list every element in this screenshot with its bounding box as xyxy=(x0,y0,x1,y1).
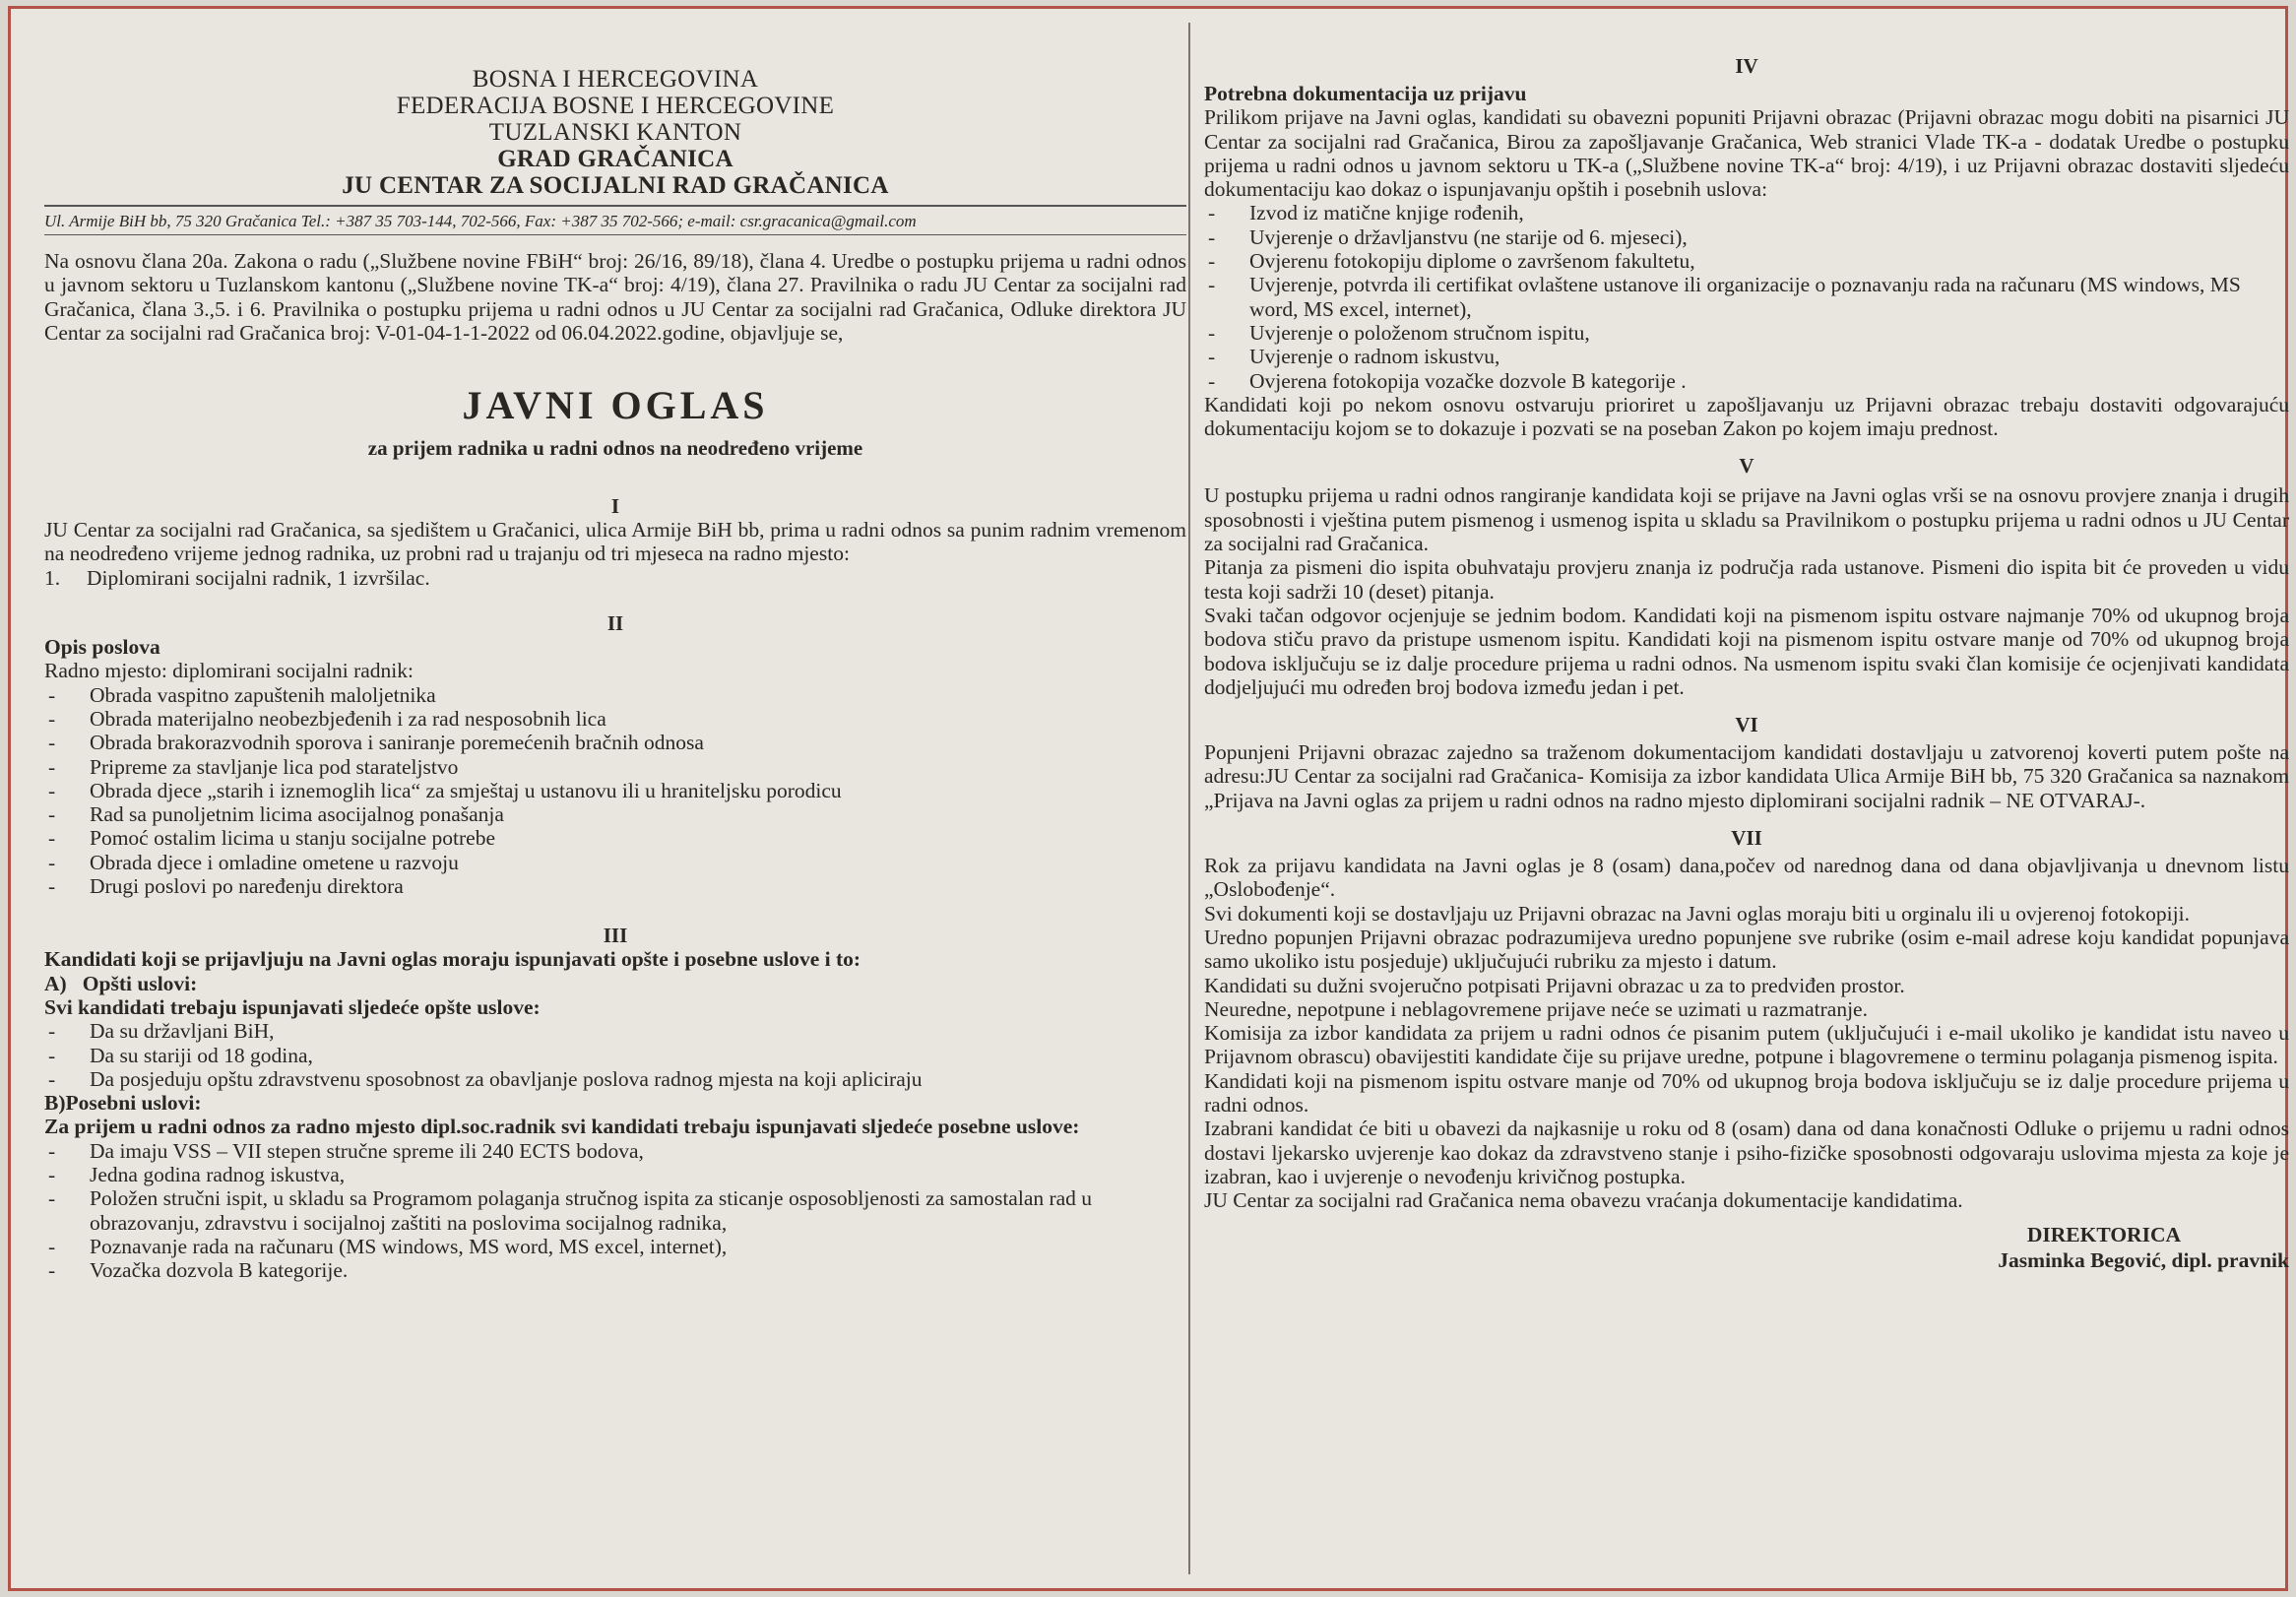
section-4-priority-note: Kandidati koji po nekom osnovu ostvaruju prioriret u zapošljavanju uz Prijavni obrazac trebaju dostaviti odgovarajuću dokumentaciju kojom se to dokazuje i pozvati se na poseban Zakon po kojem imaju prednost. xyxy=(1204,392,2289,441)
header-line-city: GRAD GRAČANICA xyxy=(497,146,733,172)
section-4-heading: Potrebna dokumentacija uz prijavu xyxy=(1204,82,1527,105)
general-conditions-list xyxy=(44,1019,1186,1091)
list-item: - Poznavanje rada na računaru (MS windows, MS word, MS excel, internet), xyxy=(44,1235,1186,1258)
section-6-number: VI xyxy=(1735,713,1758,737)
right-column xyxy=(1204,9,2289,1588)
list-item: - Obrada djece „starih i iznemoglih lica“ za smještaj u ustanovu ili u hraniteljsku porodicu xyxy=(44,779,1186,802)
header-line-canton: TUZLANSKI KANTON xyxy=(488,119,742,146)
general-conditions-label: A) Opšti uslovi: xyxy=(44,971,198,995)
column-divider xyxy=(1188,23,1190,1574)
institution-header xyxy=(44,66,1186,199)
section-7-paragraph: Uredno popunjen Prijavni obrazac podrazumijeva uredno popunjene sve rubrike (osim e-mail adrese koju kandidat popunjava samo ukoliko istu posjeduje) uključujući rubriku za mjesto i datum. xyxy=(1204,925,2289,974)
section-6-text: Popunjeni Prijavni obrazac zajedno sa traženom dokumentacijom kandidati dostavljaju u zatvorenoj koverti putem pošte na adresu:JU Centar za socijalni rad Gračanica- Komisija za izbor kandidata Ulica Armije BiH bb, 75 320 Gračanica sa naznakom „Prijava na Javni oglas za prijem u radni odnos na radno mjesto diplomirani socijalni radnik – NE OTVARAJ-. xyxy=(1204,740,2289,812)
section-2-number: II xyxy=(606,611,624,636)
general-conditions-intro: Svi kandidati trebaju ispunjavati sljedeće opšte uslove: xyxy=(44,994,541,1019)
section-7-paragraph: JU Centar za socijalni rad Gračanica nema obavezu vraćanja dokumentacije kandidatima. xyxy=(1204,1188,1963,1213)
list-item: - Obrada vaspitno zapuštenih maloljetnika xyxy=(44,683,1186,707)
list-item: - Položen stručni ispit, u skladu sa Programom polaganja stručnog ispita za sticanje osposobljenosti za samostalan rad u obrazovanju, zdravstvu i socijalnoj zaštiti na poslovima socijalnog radnika, xyxy=(44,1186,1186,1235)
special-conditions-intro: Za prijem u radni odnos za radno mjesto dipl.soc.radnik svi kandidati trebaju ispunjavati sljedeće posebne uslove: xyxy=(44,1115,1080,1139)
section-7-paragraph: Komisija za izbor kandidata za prijem u radni odnos će pisanim putem (uključujući i e-mail ukoliko je kandidat istu naveo u Prijavnom obrascu) obavijestiti kandidate čije su prijave uredne, potpune i blagovremene o terminu polaganja pismenog ispita. xyxy=(1204,1021,2289,1069)
section-1-text: JU Centar za socijalni rad Gračanica, sa sjedištem u Gračanici, ulica Armije BiH bb, prima u radni odnos sa punim radnim vremenom na neodređeno vrijeme jednog radnika, uz probni rad u trajanju od tri mjeseca na radno mjesto: xyxy=(44,518,1186,566)
signature-block xyxy=(1204,1222,2289,1273)
list-item: - Uvjerenje o državljanstvu (ne starije od 6. mjeseci), xyxy=(1204,225,2289,249)
list-item: - Obrada brakorazvodnih sporova i saniranje poremećenih bračnih odnosa xyxy=(44,731,1186,754)
section-3-number: III xyxy=(603,924,628,948)
list-item: - Uvjerenje o radnom iskustvu, xyxy=(1204,345,2289,368)
section-7-paragraph: Svi dokumenti koji se dostavljaju uz Prijavni obrazac na Javni oglas moraju biti u orginalu ili u ovjerenoj fotokopiji. xyxy=(1204,901,2190,926)
section-7-paragraph: Rok za prijavu kandidata na Javni oglas je 8 (osam) dana,počev od narednog dana od dana objavljivanja u dnevnom listu „Oslobođenje“. xyxy=(1204,854,2289,902)
address-rule xyxy=(44,234,1186,235)
header-line-institution: JU CENTAR ZA SOCIJALNI RAD GRAČANICA xyxy=(342,172,889,199)
list-item: - Rad sa punoljetnim licima asocijalnog ponašanja xyxy=(44,802,1186,826)
section-5-number: V xyxy=(1739,454,1754,479)
section-7-paragraph: Izabrani kandidat će biti u obavezi da najkasnije u roku od 8 (osam) dana od dana konačnosti Odluke o prijemu u radni odnos dostavi ljekarsko uvjerenje kao dokaz da zdravstveno stanje i psiho-fizičke sposobnosti odgovaraju uslovima mjesta za koje je izabran, kao i uvjerenje o nevođenju krivičnog postupka. xyxy=(1204,1117,2289,1188)
list-item: - Da imaju VSS – VII stepen stručne spreme ili 240 ECTS bodova, xyxy=(44,1139,1186,1163)
header-line-country: BOSNA I HERCEGOVINA xyxy=(472,66,759,93)
section-4-number: IV xyxy=(1735,54,1758,78)
section-5-text-2: Pitanja za pismeni dio ispita obuhvataju provjeru znanja iz područja rada ustanove. Pismeni dio ispita bit će proveden u vidu testa koji sadrži 10 (deset) pitanja. xyxy=(1204,555,2289,604)
list-item: - Da su stariji od 18 godina, xyxy=(44,1044,1186,1067)
institution-address: Ul. Armije BiH bb, 75 320 Gračanica Tel.: +387 35 703-144, 702-566, Fax: +387 35 702-566; e-mail: csr.gracanica@gmail.com xyxy=(44,212,917,230)
section-5-text-3: Svaki tačan odgovor ocjenjuje se jednim bodom. Kandidati koji na pismenom ispitu ostvare najmanje 70% od ukupnog broja bodova stiču pravo da pristupe usmenom ispitu. Kandidati koji na pismenom ispitu ostvare manje od 70% od ukupnog broja bodova isključuju se iz dalje procedure prijema u radni odnos. Na usmenom ispitu svaki član komisije će ocjenjivati kandidata dodjeljujući mu određen broj bodova između jedan i pet. xyxy=(1204,603,2289,699)
left-column xyxy=(44,9,1186,1588)
section-1-number: I xyxy=(610,494,620,519)
header-rule xyxy=(44,205,1186,207)
special-conditions-label: B)Posebni uslovi: xyxy=(44,1091,202,1116)
section-7-number: VII xyxy=(1731,826,1762,851)
list-item: - Pomoć ostalim licima u stanju socijalne potrebe xyxy=(44,826,1186,850)
header-line-federation: FEDERACIJA BOSNE I HERCEGOVINE xyxy=(396,93,835,119)
section-3-heading: Kandidati koji se prijavljuju na Javni oglas moraju ispunjavati opšte i posebne uslove i to: xyxy=(44,947,861,972)
signature-role: DIREKTORICA xyxy=(2026,1223,2181,1247)
list-item: - Da su državljani BiH, xyxy=(44,1019,1186,1043)
duties-list xyxy=(44,683,1186,899)
section-4-text: Prilikom prijave na Javni oglas, kandidati su obavezni popuniti Prijavni obrazac (Prijavni obrazac mogu dobiti na pisarnici JU Centar za socijalni rad Gračanica, Birou za zapošljavanje Gračanica, Web stranici Vlade TK-a - dodatak Uredbe o postupku prijema u radni odnos u javnom sektoru u TK-a („Službene novine TK-a“ broj: 4/19), i uz Prijavni obrazac dostaviti sljedeću dokumentaciju kao dokaz o ispunjavanju opštih i posebnih uslova: xyxy=(1204,105,2289,202)
intro-paragraph: Na osnovu člana 20a. Zakona o radu („Službene novine FBiH“ broj: 26/16, 89/18), člana 4. Uredbe o postupku prijema u radni odnos u javnom sektoru u Tuzlanskom kantonu („Službene novine TK-a“ broj: 4/19), člana 27. Pravilnika o radu JU Centar za socijalni rad Gračanica, člana 3.,5. i 6. Pravilnika o postupku prijema u radni odnos u JU Centar za socijalni rad Gračanica, Odluke direktora JU Centar za socijalni rad Gračanica broj: V-01-04-1-1-2022 od 06.04.2022.godine, objavljuje se, xyxy=(44,249,1186,345)
list-item: - Jedna godina radnog iskustva, xyxy=(44,1163,1186,1186)
list-item: - Da posjeduju opštu zdravstvenu sposobnost za obavljanje poslova radnog mjesta na koji apliciraju xyxy=(44,1067,1186,1091)
section-1-item: 1. Diplomirani socijalni radnik, 1 izvršilac. xyxy=(44,565,430,590)
list-item: - Izvod iz matične knjige rođenih, xyxy=(1204,201,2289,224)
section-2-position: Radno mjesto: diplomirani socijalni radnik: xyxy=(44,659,415,683)
list-item: - Ovjerena fotokopija vozačke dozvole B kategorije . xyxy=(1204,369,2289,393)
document-subtitle: za prijem radnika u radni odnos na neodređeno vrijeme xyxy=(367,436,863,461)
list-item: - Uvjerenje, potvrda ili certifikat ovlaštene ustanove ili organizacije o poznavanju rada na računaru (MS windows, MS word, MS excel, internet), xyxy=(1204,273,2289,321)
list-item: - Obrada materijalno neobezbjeđenih i za rad nesposobnih lica xyxy=(44,707,1186,731)
document-title: JAVNI OGLAS xyxy=(462,383,769,428)
list-item: - Uvjerenje o položenom stručnom ispitu, xyxy=(1204,321,2289,345)
newspaper-page xyxy=(8,6,2288,1591)
section-7-paragraph: Kandidati su dužni svojeručno potpisati Prijavni obrazac u za to predviđen prostor. xyxy=(1204,973,1905,997)
list-item: - Vozačka dozvola B kategorije. xyxy=(44,1258,1186,1282)
signature-name: Jasminka Begović, dipl. pravnik xyxy=(1998,1248,2289,1273)
list-item: - Drugi poslovi po naređenju direktora xyxy=(44,874,1186,898)
list-item: - Obrada djece i omladine ometene u razvoju xyxy=(44,851,1186,874)
list-item: - Ovjerenu fotokopiju diplome o završenom fakultetu, xyxy=(1204,249,2289,273)
list-item: - Pripreme za stavljanje lica pod starateljstvo xyxy=(44,755,1186,779)
section-5-text-1: U postupku prijema u radni odnos rangiranje kandidata koji se prijave na Javni oglas vrši se na osnovu provjere znanja i drugih sposobnosti i vještina putem pismenog i usmenog ispita u skladu sa Pravilnikom o postupku prijema u radni odnos u JU Centar za socijalni rad Gračanica. xyxy=(1204,483,2289,556)
section-2-heading: Opis poslova xyxy=(44,635,160,660)
section-7-paragraph: Neuredne, nepotpune i neblagovremene prijave neće se uzimati u razmatranje. xyxy=(1204,996,1868,1021)
documents-list xyxy=(1204,201,2289,392)
special-conditions-list xyxy=(44,1139,1186,1283)
section-7-paragraph: Kandidati koji na pismenom ispitu ostvare manje od 70% od ukupnog broja bodova isključuju se iz dalje procedure prijema u radni odnos. xyxy=(1204,1068,2289,1117)
